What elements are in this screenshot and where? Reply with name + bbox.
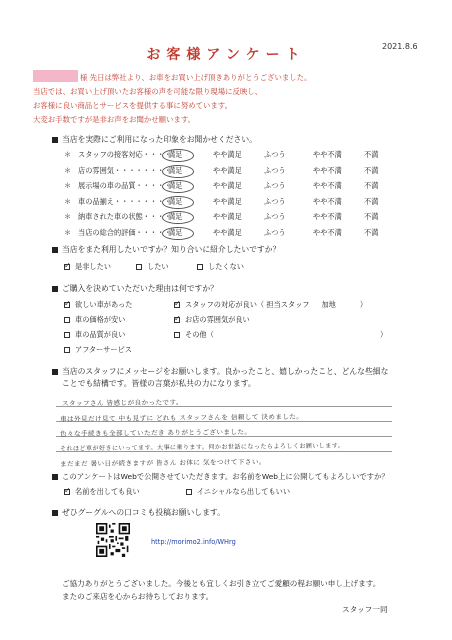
q6-heading: ぜひグーグルへの口コミも投稿お願いします。 — [52, 507, 225, 518]
q1-rating-option[interactable]: 満足 — [168, 196, 183, 206]
q1-rating-option[interactable]: ふつう — [264, 150, 286, 159]
q1-rating-option[interactable]: やや不満 — [313, 165, 342, 175]
checkbox-icon — [64, 332, 70, 338]
q1-rating-option[interactable]: 不満 — [364, 181, 379, 190]
q1-heading: 当店を実際にご利用になった印象をお聞かせください。 — [52, 134, 257, 145]
handwriting-line-1: スタッフさん 皆感じが良かったです。 — [61, 398, 183, 408]
q1-rating-option[interactable]: 満足 — [168, 181, 183, 190]
checkbox-icon — [64, 347, 70, 353]
q1-rating-option[interactable]: やや不満 — [313, 181, 342, 190]
q5-option-2[interactable]: イニシャルなら出してもいい — [186, 487, 290, 497]
q3-option-3[interactable]: 車の価格が安い — [64, 315, 125, 325]
q1-row-label: 納車された車の状態・・・・ — [78, 212, 172, 221]
q1-rating-option[interactable]: ふつう — [264, 212, 286, 221]
selected-circle-icon — [162, 165, 194, 178]
handwriting-line-5: まだまだ 暑い日が続きますが 皆さん お体に 気をつけて下さい。 — [59, 457, 266, 469]
q5-option-1[interactable]: ✓名前を出しても良い — [64, 487, 140, 497]
q1-row-bullet: ＊ — [64, 165, 72, 175]
q1-row-bullet: ＊ — [64, 196, 72, 206]
checkbox-icon — [136, 264, 142, 270]
q3-option-5[interactable]: 車の品質が良い — [64, 330, 125, 340]
q1-rating-option[interactable]: 不満 — [364, 227, 379, 237]
q2-heading: 当店をまた利用したいですか？知り合いに紹介したいですか？ — [52, 244, 280, 255]
q4-heading: 当店のスタッフにメッセージをお願いします。良かったこと、嬉しかったこと、どんな些細な — [52, 366, 388, 377]
q3-option-6-close: ） — [380, 330, 388, 339]
checkbox-icon — [64, 317, 70, 323]
checkbox-checked-icon — [64, 264, 70, 270]
checkbox-icon — [197, 264, 203, 270]
q1-rating-option[interactable]: 不満 — [364, 212, 379, 221]
q1-rating-option[interactable]: 満足 — [168, 150, 183, 159]
q1-rating-option[interactable]: ふつう — [264, 227, 286, 237]
q1-row-label: 展示場の車の品質・・・・・ — [78, 181, 172, 190]
qr-code-icon[interactable] — [96, 523, 130, 557]
q3-option-7[interactable]: アフターサービス — [64, 345, 132, 355]
redacted-name — [33, 70, 78, 82]
q1-rating-option[interactable]: 満足 — [168, 227, 183, 237]
q1-row-bullet: ＊ — [64, 150, 72, 159]
checkbox-checked-icon — [64, 489, 70, 495]
q1-rating-option[interactable]: やや満足 — [213, 181, 242, 190]
q1-rating-option[interactable]: やや満足 — [213, 165, 242, 175]
q1-rating-option[interactable]: 不満 — [364, 150, 379, 159]
q1-rating-option[interactable]: やや不満 — [313, 212, 342, 221]
handwriting-line-2: 車は外見だけ見て 中も見ずに どれも スタッフさんを 信頼して 決めました。 — [59, 412, 304, 424]
review-url-link[interactable]: http://morimo2.info/WHrg — [151, 538, 236, 546]
checkbox-checked-icon — [174, 302, 180, 308]
q1-rating-option[interactable]: やや満足 — [213, 196, 242, 206]
q5-heading: このアンケートはWebで公開させていただきます。お名前をWeb上に公開してもよろしいですか？ — [52, 471, 389, 482]
q1-rating-option[interactable]: ふつう — [264, 165, 286, 175]
q1-row-label: 店の雰囲気・・・・・・・・ — [78, 165, 172, 175]
q1-rating-option[interactable]: 満足 — [168, 212, 183, 221]
intro-line-4: 大変お手数ですが是非お声をお聞かせ願います。 — [33, 115, 196, 124]
q4-heading-line2: ことでも結構です。皆様の言葉が私共の力になります。 — [62, 379, 256, 388]
selected-circle-icon — [162, 196, 194, 209]
q3-option-6[interactable]: その他（ — [174, 330, 214, 340]
q1-row-label: 車の品揃え・・・・・・・・ — [78, 196, 172, 206]
q3-option-4[interactable]: ✓ お店の雰囲気が良い — [174, 315, 250, 325]
q1-rating-option[interactable]: やや不満 — [313, 196, 342, 206]
q3-heading: ご購入を決めていただいた理由は何ですか？ — [52, 283, 218, 294]
footer-line-1: ご協力ありがとうございました。今後とも宜しくお引き立てご愛顧の程お願い申し上げます。 — [62, 579, 381, 588]
intro-line-3: お客様に良い商品とサービスを提供する事に努めています。 — [33, 101, 232, 110]
selected-circle-icon — [162, 180, 194, 193]
q1-rating-option[interactable]: やや不満 — [313, 150, 342, 159]
q1-row-bullet: ＊ — [64, 212, 72, 221]
q1-rating-option[interactable]: 不満 — [364, 196, 379, 206]
checkbox-checked-icon — [64, 302, 70, 308]
q1-row-bullet: ＊ — [64, 227, 72, 237]
intro-line-1: 様 先日は弊社より、お車をお買い上げ頂きありがとうございました。 — [80, 73, 312, 82]
handwriting-line-3: 色々な手続きも全部していただき ありがとうございました。 — [59, 427, 252, 439]
checkbox-icon — [186, 489, 192, 495]
q1-row-bullet: ＊ — [64, 181, 72, 190]
selected-circle-icon — [162, 227, 194, 240]
q1-row-label: スタッフの接客対応・・・・ — [78, 150, 172, 159]
survey-date: 2021.8.6 — [382, 42, 418, 51]
q1-rating-option[interactable]: 不満 — [364, 165, 379, 175]
q1-rating-option[interactable]: ふつう — [264, 196, 286, 206]
checkbox-checked-icon — [174, 317, 180, 323]
handwriting-line-4: それほど車が好きにいってます。大事に乗ります。何かお世話になったらよろしくお願いします。 — [59, 442, 345, 453]
q1-row-label: 当店の総合的評価・・・・・ — [78, 227, 172, 237]
checkbox-icon — [174, 332, 180, 338]
q1-rating-option[interactable]: やや満足 — [213, 150, 242, 159]
q2-option-1[interactable]: ✓是非したい — [64, 262, 111, 272]
selected-circle-icon — [162, 211, 194, 224]
staff-name: 加地 — [321, 300, 336, 309]
q1-rating-option[interactable]: やや満足 — [213, 212, 242, 221]
q1-rating-option[interactable]: やや満足 — [213, 227, 242, 237]
intro-line-2: 当店では、お買い上げ頂いたお客様の声を可能な限り現場に反映し、 — [33, 87, 263, 96]
q1-rating-option[interactable]: やや不満 — [313, 227, 342, 237]
selected-circle-icon — [162, 149, 194, 162]
q2-option-3[interactable]: したくない — [197, 262, 244, 272]
q3-option-2[interactable]: ✓ スタッフの対応が良い（ 担当スタッフ 加地 ） — [174, 300, 367, 310]
footer-signature: スタッフ一同 — [342, 605, 388, 614]
q2-option-2[interactable]: したい — [136, 262, 169, 272]
q1-rating-option[interactable]: 満足 — [168, 165, 183, 175]
footer-line-2: またのご来店を心からお待ちしております。 — [62, 592, 214, 601]
q1-rating-option[interactable]: ふつう — [264, 181, 286, 190]
page-title: お客様アンケート — [146, 47, 306, 63]
q3-option-1[interactable]: ✓欲しい車があった — [64, 300, 132, 310]
